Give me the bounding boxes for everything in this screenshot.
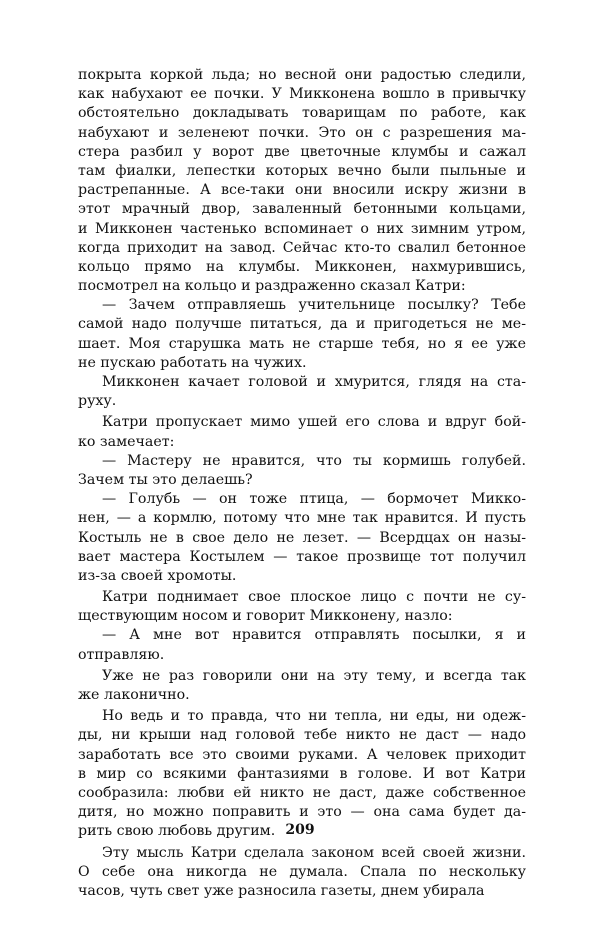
- text-line: Костыль не в свое дело не лезет. — Всердцах он назы-: [78, 529, 526, 546]
- text-line: Уже не раз говорили они на эту тему, и всегда так: [102, 667, 526, 684]
- text-line: посмотрел на кольцо и раздраженно сказал Катри:: [78, 278, 466, 295]
- text-line: О себе она никогда не думала. Спала по нескольку: [78, 863, 526, 880]
- text-line: Катри поднимает свое плоское лицо с почти не су-: [102, 589, 526, 606]
- text-line: — А мне вот нравится отправлять посылки, я и: [102, 627, 526, 644]
- text-line: руху.: [78, 393, 117, 410]
- text-line: в мир со всякими фантазиями в голове. И вот Катри: [78, 765, 526, 782]
- text-line: дитя, но можно поправить и это — она сама будет да-: [78, 804, 526, 821]
- text-line: обстоятельно докладывать товарищам по работе, как: [78, 105, 526, 122]
- paragraph: [78, 452, 526, 490]
- text-line: ществующим носом и говорит Микконену, назло:: [78, 608, 453, 625]
- paragraph: [78, 626, 526, 664]
- text-line: — Зачем отправляешь учительнице посылку? Тебе: [102, 297, 526, 314]
- paragraph: [78, 66, 526, 296]
- page-number: 209: [285, 822, 315, 838]
- text-line: заработать все это своими руками. А человек приходит: [78, 746, 526, 763]
- text-line: покрыта коркой льда; но весной они радостью следили,: [78, 67, 526, 83]
- text-line: там фиалки, лепестки которых вечно были пыльные и: [78, 162, 526, 179]
- text-line: Но ведь и то правда, что ни тепла, ни еды, ни одеж-: [102, 708, 526, 725]
- text-line: когда приходит на завод. Сейчас кто-то свалил бетонное: [78, 239, 526, 256]
- text-line: — Голубь — он тоже птица, — бормочет Микко-: [102, 491, 526, 508]
- text-line: растрепанные. А все-таки они вносили искру жизни в: [78, 182, 526, 199]
- paragraph: [78, 588, 526, 626]
- paragraph: [78, 296, 526, 373]
- text-line: ды, ни крыши над головой тебе никто не даст — надо: [78, 727, 526, 744]
- text-line: Эту мысль Катри сделала законом всей своей жизни.: [102, 844, 526, 861]
- text-line: сообразила: любви ей никто не даст, даже собственное: [78, 784, 526, 801]
- text-line: отправляю.: [78, 646, 165, 663]
- text-line: и Микконен частенько вспоминает о них зимним утром,: [78, 220, 526, 237]
- text-line: — Мастеру не нравится, что ты кормишь голубей.: [102, 452, 526, 469]
- text-line: же лаконично.: [78, 687, 190, 703]
- text-line: самой надо получше питаться, да и пригодеться не ме-: [78, 316, 526, 333]
- text-line: кольцо прямо на клумбы. Микконен, нахмурившись,: [78, 258, 526, 275]
- text-line: вает мастера Костылем — такое прозвище тот получил: [78, 548, 526, 565]
- text-line: стера разбил у ворот две цветочные клумбы и сажал: [78, 143, 526, 160]
- page-text-body: [78, 66, 526, 901]
- book-page: [78, 66, 526, 926]
- text-line: набухают и зеленеют почки. Это он с разрешения ма-: [78, 124, 526, 141]
- text-line: этот мрачный двор, заваленный бетонными кольцами,: [78, 201, 526, 218]
- text-line: ко замечает:: [78, 433, 175, 450]
- paragraph: [78, 844, 526, 902]
- text-line: Зачем ты это делаешь?: [78, 471, 253, 488]
- paragraph: [78, 490, 526, 586]
- text-line: из-за своей хромоты.: [78, 567, 237, 584]
- text-line: как набухают ее почки. У Микконена вошло в привычку: [78, 86, 526, 103]
- text-line: часов, чуть свет уже разносила газеты, днем убирала: [78, 882, 485, 899]
- text-line: Катри пропускает мимо ушей его слова и вдруг бой-: [102, 414, 526, 431]
- text-line: не пускаю работать на чужих.: [78, 354, 307, 371]
- text-line: шает. Моя старушка мать не старше тебя, но я ее уже: [78, 335, 526, 352]
- text-line: рить свою любовь другим.: [78, 823, 276, 840]
- text-line: Микконен качает головой и хмурится, глядя на ста-: [102, 374, 526, 390]
- text-line: нен, — а кормлю, потому что мне так нравится. И пусть: [78, 510, 526, 527]
- paragraph: [78, 373, 526, 411]
- paragraph: [78, 413, 526, 451]
- paragraph: [78, 667, 526, 705]
